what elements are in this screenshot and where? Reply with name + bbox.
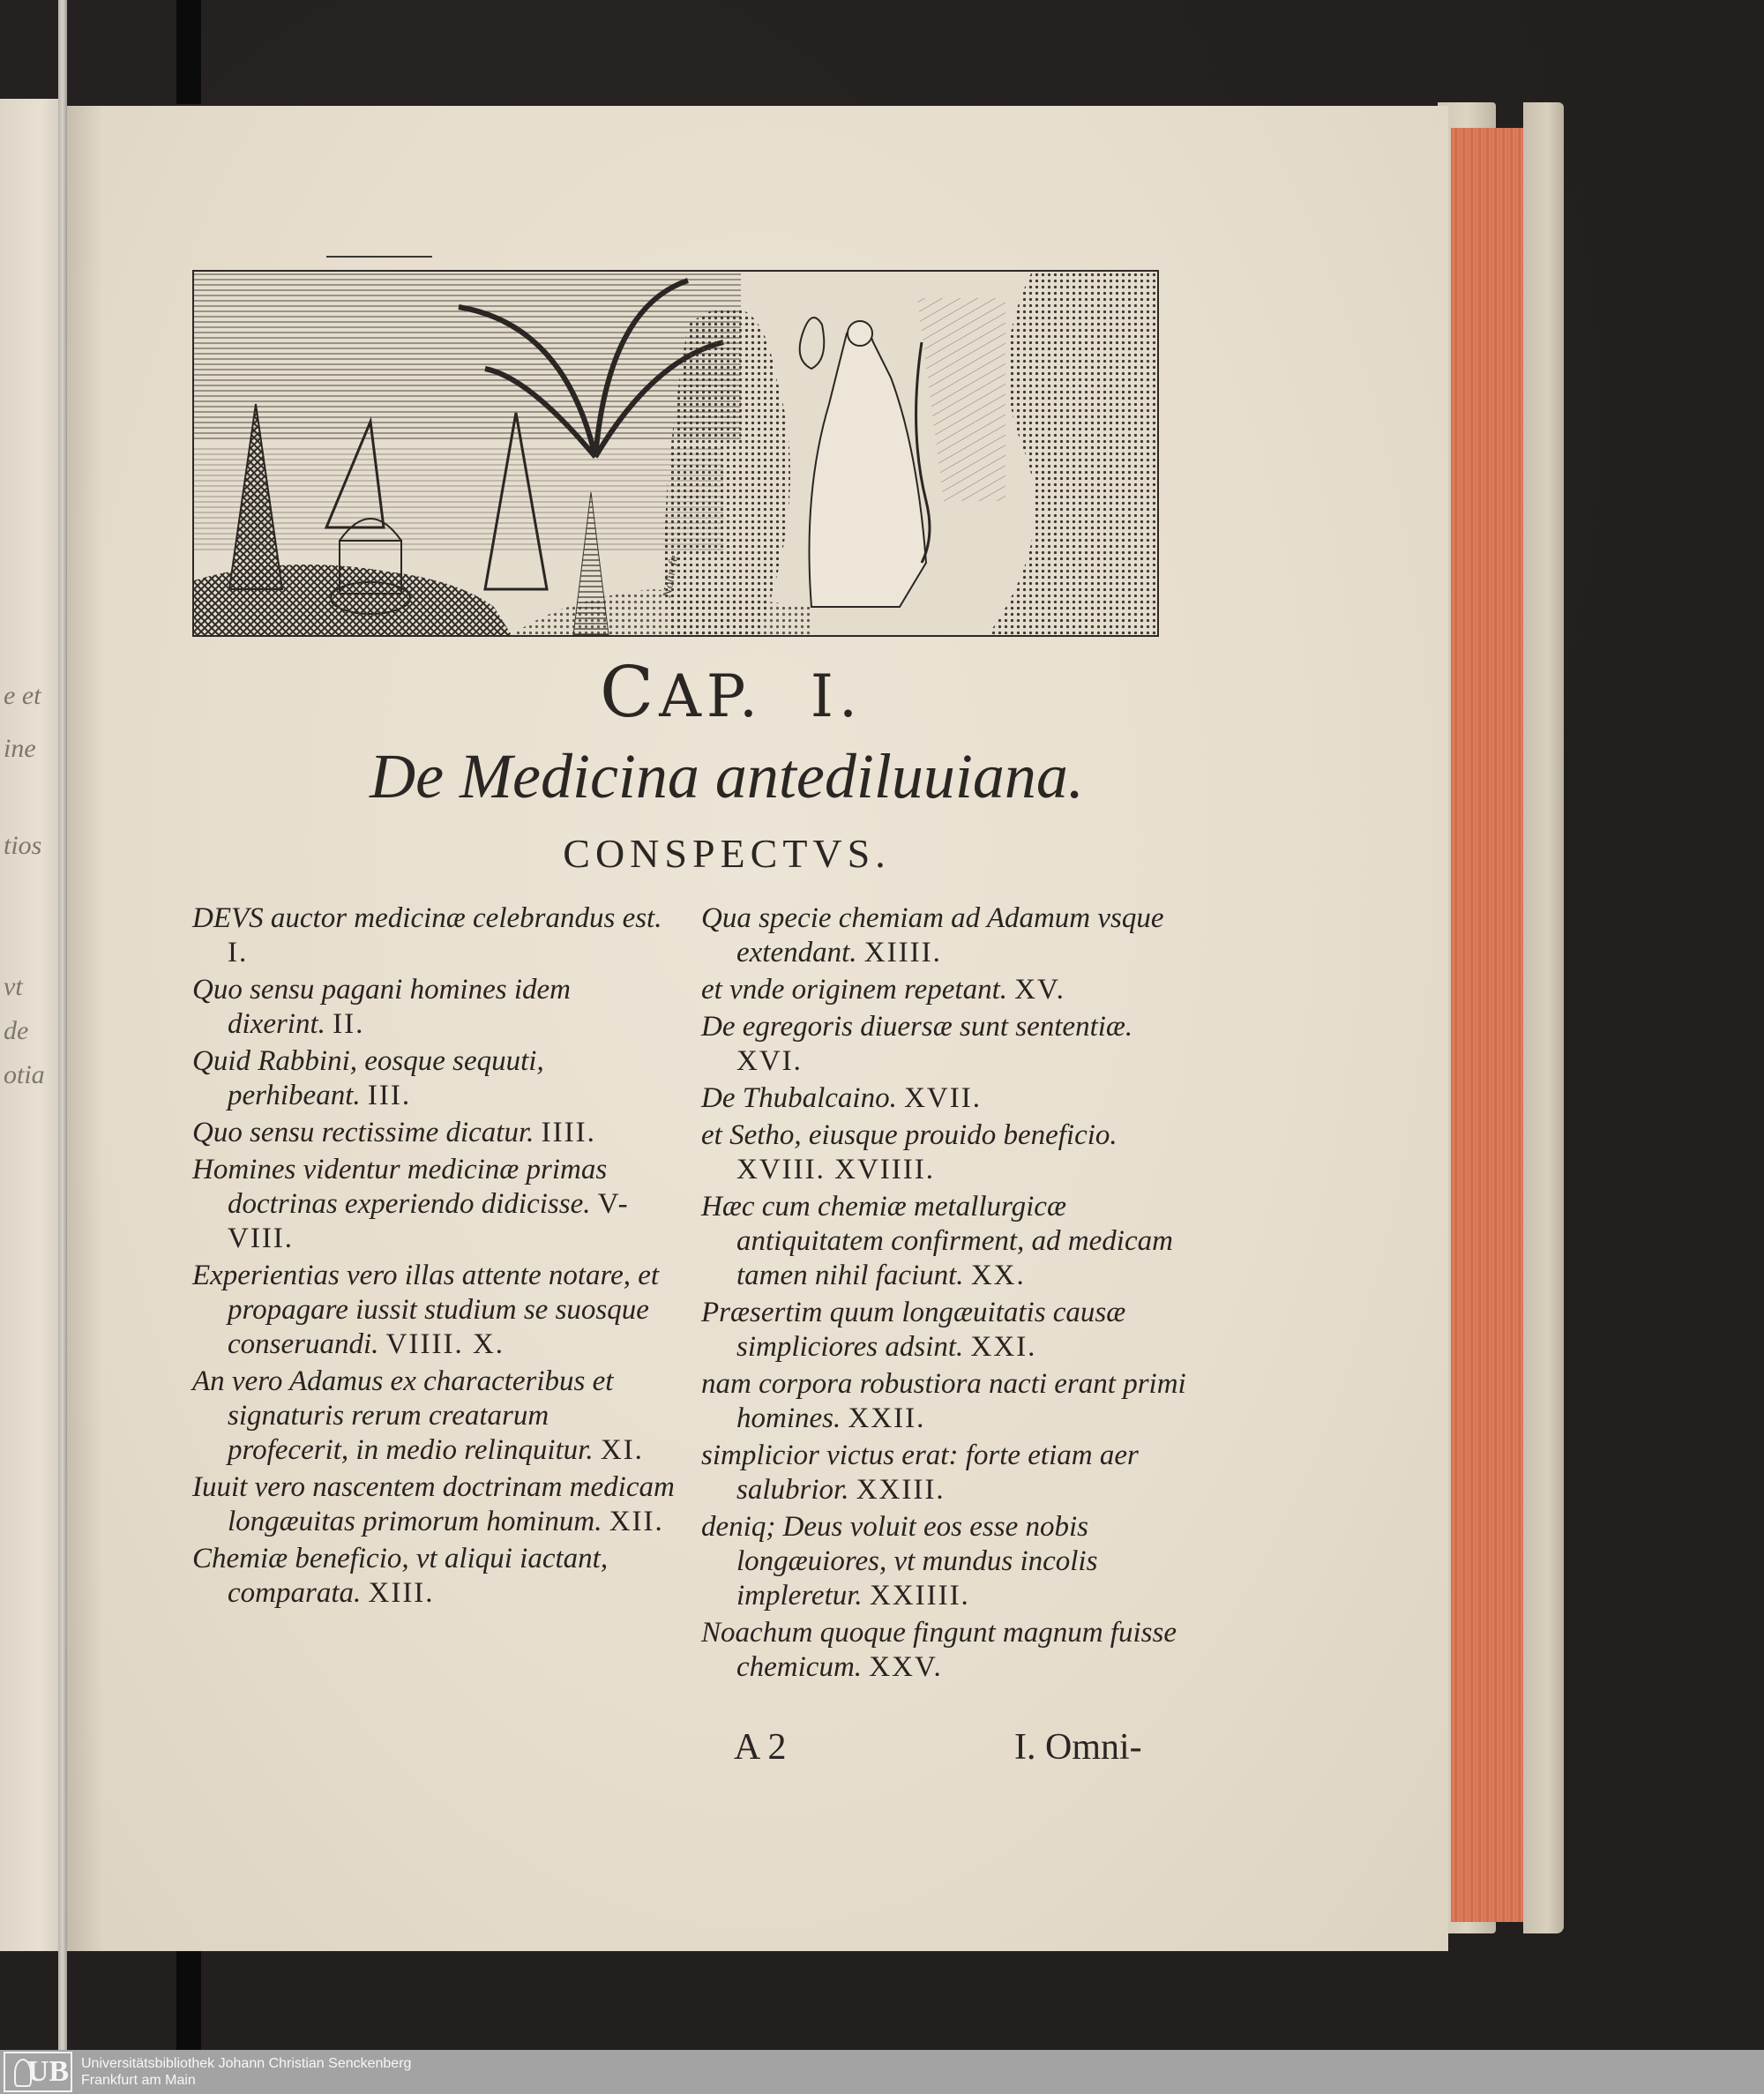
figure-head — [848, 321, 872, 346]
logo-text: UB — [26, 2055, 69, 2088]
entry-text: Iuuit vero nascentem doctrinam medicam longæuitas primorum hominum. — [192, 1471, 675, 1537]
entry-text: nam corpora robustiora nacti erant primi homines. — [701, 1368, 1186, 1434]
conspectus-entry — [701, 901, 1195, 970]
entry-paragraph-number: II. — [333, 1008, 365, 1040]
entry-text: Quo sensu rectissime dicatur. — [192, 1117, 534, 1148]
entry-text: Quo sensu pagani homines idem dixerint. — [192, 974, 571, 1040]
entry-paragraph-number: XXV. — [869, 1651, 943, 1683]
conspectus-entry — [701, 1081, 1195, 1116]
conspectus-entry — [701, 1296, 1195, 1365]
conspectus-entry — [192, 1470, 676, 1539]
adjacent-left-page — [0, 99, 58, 1951]
ghost-text: e et — [4, 681, 41, 710]
entry-paragraph-number: VIIII. X. — [385, 1328, 505, 1360]
entry-text: Chemiæ beneficio, vt aliqui iactant, comparata. — [192, 1543, 609, 1609]
conspectus-right-column — [701, 901, 1195, 1687]
conspectus-entry — [192, 973, 676, 1042]
ghost-text: vt — [4, 972, 23, 1001]
book-gutter — [58, 0, 67, 2094]
entry-text: Qua specie chemiam ad Adamum vsque extendant. — [701, 902, 1164, 968]
book-cover-right — [1523, 102, 1564, 1933]
ghost-text: tios — [4, 831, 42, 860]
entry-text: et vnde originem repetant. — [701, 974, 1008, 1006]
conspectus-entry — [192, 1542, 676, 1611]
conspectus-entry — [701, 1367, 1195, 1436]
library-name-line1: Universitätsbibliothek Johann Christian Senckenberg — [81, 2056, 412, 2071]
section-heading: CONSPECTVS. — [563, 831, 891, 876]
header-rule — [326, 256, 432, 258]
entry-paragraph-number: XXI. — [970, 1331, 1037, 1363]
conspectus-entry — [701, 973, 1195, 1007]
scan-clamp-top — [176, 0, 201, 104]
dark-foliage — [664, 307, 790, 635]
entry-text: De Thubalcaino. — [701, 1082, 897, 1114]
conspectus-entry — [192, 1365, 676, 1468]
conspectus-entry — [192, 901, 676, 970]
library-name — [81, 2055, 411, 2089]
entry-paragraph-number: XVI. — [736, 1045, 803, 1077]
entry-paragraph-number: XXIII. — [856, 1474, 946, 1506]
entry-paragraph-number: XX. — [970, 1260, 1026, 1291]
entry-text: An vero Adamus ex characteribus et signaturis rerum creatarum profecerit, in medio relinquitur. — [192, 1365, 614, 1466]
conspectus-left-column — [192, 901, 676, 1613]
engraving-art — [194, 272, 1157, 635]
library-logo — [4, 2052, 72, 2092]
ghost-text: otia — [4, 1060, 45, 1089]
conspectus-entry — [192, 1259, 676, 1362]
red-fore-edge — [1451, 128, 1523, 1922]
chapter-prefix-rest: AP. — [659, 662, 763, 730]
entry-paragraph-number: XXII. — [848, 1402, 926, 1434]
entry-text: simplicior victus erat: forte etiam aer salubrior. — [701, 1440, 1139, 1506]
entry-paragraph-number: I. — [228, 937, 249, 968]
entry-paragraph-number: XI. — [600, 1434, 644, 1466]
portrait-bust-icon — [14, 2059, 32, 2087]
catchword: I. Omni- — [1014, 1727, 1142, 1768]
scan-clamp-bottom — [176, 1949, 201, 2050]
ghost-text: ine — [4, 734, 36, 763]
conspectus-entry — [701, 1190, 1195, 1293]
conspectus-entry — [701, 1010, 1195, 1079]
entry-text: deniq; Deus voluit eos esse nobis longæuiores, vt mundus incolis impleretur. — [701, 1511, 1098, 1612]
conspectus-entry — [192, 1044, 676, 1113]
entry-text: De egregoris diuersæ sunt sententiæ. — [701, 1011, 1133, 1043]
entry-text: Præsertim quum longæuitatis causæ simpliciores adsint. — [701, 1297, 1126, 1363]
entry-text: Noachum quoque fingunt magnum fuisse chemicum. — [701, 1617, 1177, 1683]
entry-paragraph-number: XIII. — [368, 1577, 435, 1609]
entry-paragraph-number: V-VIII. — [228, 1188, 630, 1254]
conspectus-entry — [192, 1153, 676, 1256]
conspectus-entry — [701, 1439, 1195, 1507]
conspectus-entry — [192, 1116, 676, 1150]
entry-text: Experientias vero illas attente notare, et propagare iussit studium se suosque conseruandi. — [192, 1260, 660, 1360]
entry-paragraph-number: IIII. — [541, 1117, 596, 1148]
entry-text: Quid Rabbini, eosque sequuti, perhibeant. — [192, 1045, 544, 1111]
entry-text: Hæc cum chemiæ metallurgicæ antiquitatem confirment, ad medicam tamen nihil faciunt. — [701, 1191, 1173, 1291]
conspectus-entry — [701, 1118, 1195, 1187]
entry-paragraph-number: XII. — [609, 1506, 664, 1537]
library-banner — [0, 2050, 1764, 2094]
entry-paragraph-number: XVII. — [904, 1082, 982, 1114]
entry-paragraph-number: XXIIII. — [869, 1580, 970, 1612]
signature-mark: A 2 — [734, 1727, 787, 1768]
library-name-line2: Frankfurt am Main — [81, 2073, 196, 2088]
entry-paragraph-number: XV. — [1014, 974, 1065, 1006]
chapter-heading — [67, 653, 1448, 732]
chapter-prefix-initial: C — [600, 651, 660, 733]
chapter-title: De Medicina antediluuiana. — [370, 741, 1084, 811]
entry-text: DEVS auctor medicinæ celebrandus est. — [192, 902, 662, 934]
conspectus-entry — [701, 1616, 1195, 1685]
entry-text: Homines videntur medicinæ primas doctrinas experiendo didicisse. — [192, 1154, 608, 1220]
conspectus-entry — [701, 1510, 1195, 1613]
engraver-signature: Nolin fe. — [661, 550, 682, 599]
entry-paragraph-number: XVIII. XVIIII. — [736, 1154, 936, 1185]
entry-paragraph-number: XIIII. — [863, 937, 942, 968]
ghost-text: de — [4, 1016, 29, 1045]
engraving-illustration — [192, 270, 1159, 637]
chapter-number: I. — [810, 662, 863, 730]
entry-text: et Setho, eiusque prouido beneficio. — [701, 1119, 1117, 1151]
book-page — [67, 106, 1448, 1951]
entry-paragraph-number: III. — [367, 1080, 412, 1111]
